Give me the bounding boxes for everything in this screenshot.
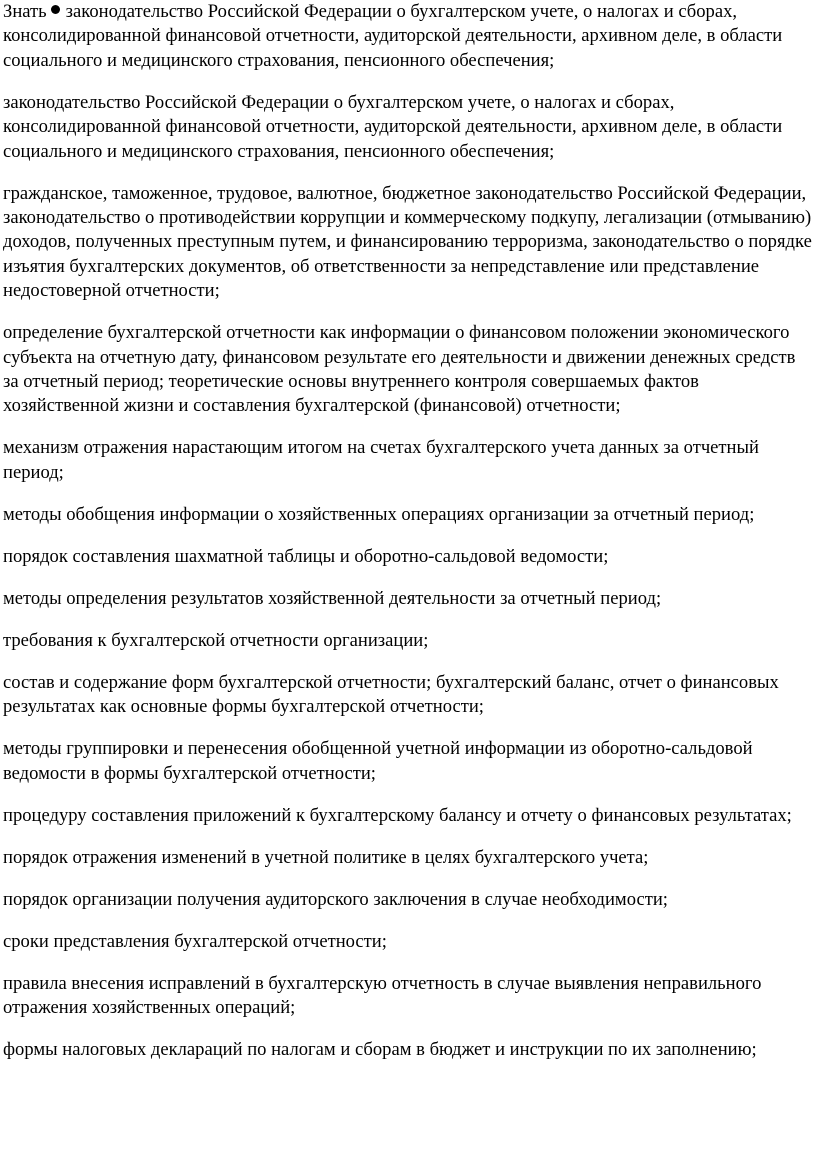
paragraph-15: сроки представления бухгалтерской отчетности; (3, 930, 387, 952)
paragraph-14: порядок организации получения аудиторского заключения в случае необходимости; (3, 888, 668, 910)
paragraph-13: порядок отражения изменений в учетной политике в целях бухгалтерского учета; (3, 846, 649, 868)
paragraph-4: определение бухгалтерской отчетности как информации о финансовом положении экономического субъекта на отчетную дату, финансовом результате его деятельности и движении денежных средств за отчетный период; теоретические основы внутреннего контроля совершаемых фактов хозяйственной жизни и составления бухгалтерской (финансовой) отчетности; (3, 322, 796, 417)
paragraph-10: состав и содержание форм бухгалтерской отчетности; бухгалтерский баланс, отчет о финансовых результатах как основные формы бухгалтерской отчетности; (3, 671, 779, 718)
paragraph-12: процедуру составления приложений к бухгалтерскому балансу и отчету о финансовых результатах; (3, 804, 792, 826)
paragraph-16: правила внесения исправлений в бухгалтерскую отчетность в случае выявления неправильного отражения хозяйственных операций; (3, 972, 762, 1019)
lead-word: Знать (3, 1, 47, 22)
bullet-icon (51, 5, 60, 14)
paragraph-8: методы определения результатов хозяйственной деятельности за отчетный период; (3, 587, 662, 609)
paragraph-1 (3, 0, 812, 73)
paragraph-9: требования к бухгалтерской отчетности организации; (3, 629, 429, 651)
paragraph-6: методы обобщения информации о хозяйственных операциях организации за отчетный период; (3, 503, 755, 525)
paragraph-5: механизм отражения нарастающим итогом на счетах бухгалтерского учета данных за отчетный период; (3, 437, 759, 483)
paragraph-17: формы налоговых деклараций по налогам и сборам в бюджет и инструкции по их заполнению; (3, 1039, 757, 1061)
paragraph-2: законодательство Российской Федерации о бухгалтерском учете, о налогах и сборах, консолидированной финансовой отчетности, аудиторской деятельности, архивном деле, в области социального и медицинского страхования, пенсионного обеспечения; (3, 91, 783, 162)
paragraph-11: методы группировки и перенесения обобщенной учетной информации из оборотно-сальдовой ведомости в формы бухгалтерской отчетности; (3, 738, 753, 784)
paragraph-7: порядок составления шахматной таблицы и оборотно-сальдовой ведомости; (3, 545, 609, 567)
paragraph-3: гражданское, таможенное, трудовое, валютное, бюджетное законодательство Российской Федерации, законодательство о противодействии коррупции и коммерческому подкупу, легализации (отмыванию) доходов, полученных преступным путем, и финансированию терроризма, законодательство о порядке изъятия бухгалтерских документов, об ответственности за непредставление или представление недостоверной отчетности; (3, 182, 812, 302)
paragraph-1-text: законодательство Российской Федерации о бухгалтерском учете, о налогах и сборах, консолидированной финансовой отчетности, аудиторской деятельности, архивном деле, в области социального и медицинского страхования, пенсионного обеспечения; (3, 1, 783, 71)
